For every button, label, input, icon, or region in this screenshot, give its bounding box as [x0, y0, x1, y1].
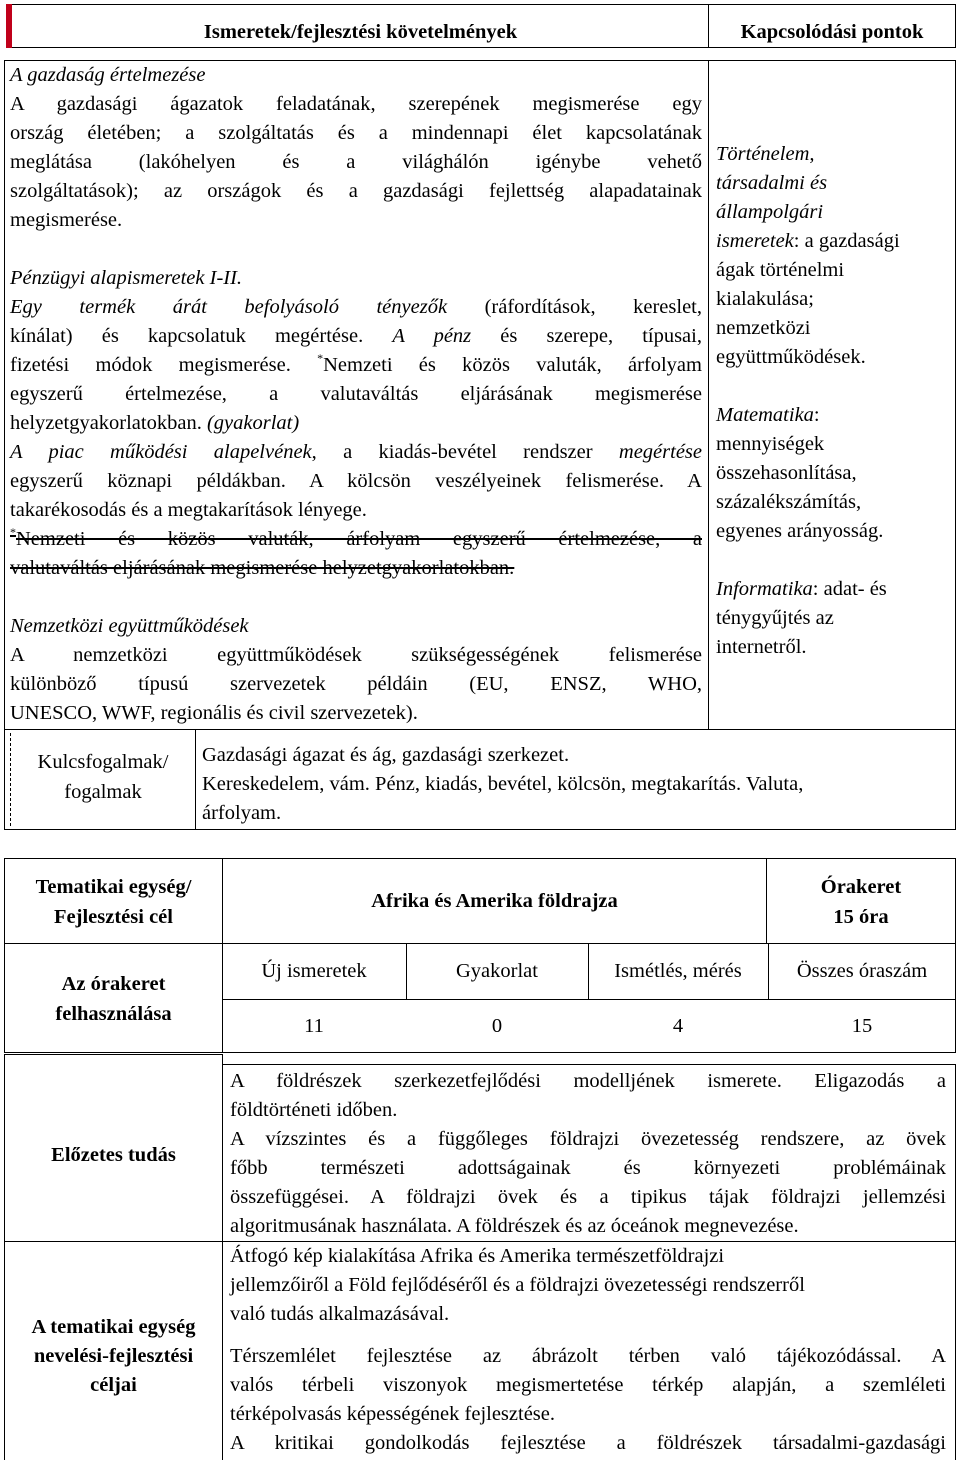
key-concepts-label: Kulcsfogalmak/ fogalmak	[37, 751, 169, 803]
connection-line: egyenes arányosság.	[716, 520, 884, 542]
prior-label: Előzetes tudás	[51, 1144, 176, 1166]
connection-line: összehasonlítása,	[716, 462, 857, 484]
prior-line: A vízszintes és a függőleges földrajzi övezetesség rendszere, az övek	[230, 1128, 946, 1150]
text-line: egyszerű értelmezése, a valutaváltás eljárásának megismerése	[10, 383, 702, 405]
text-line: szolgáltatások); az országok és a gazdasági fejlettség alapadatainak	[10, 180, 702, 202]
text-line: meglátása (lakóhelyen és a világhálón igénybe vehető	[10, 151, 702, 173]
text-line: UNESCO, WWF, regionális és civil szervezetek).	[10, 702, 418, 724]
text-line: Egy termék árát befolyásoló tényezők (ráfordítások, kereslet,	[10, 296, 702, 318]
connection-line: ismeretek: a gazdasági	[716, 230, 900, 252]
connection-line: százalékszámítás,	[716, 491, 862, 513]
prior-line: algoritmusának használata. A földrészek és az óceánok megnevezése.	[230, 1215, 799, 1237]
unit-title: Afrika és Amerika földrajza	[371, 890, 618, 912]
text-line: kínálat) és kapcsolatuk megértése. A pénz és szerepe, típusai,	[10, 325, 702, 347]
goals-line: való tudás alkalmazásával.	[230, 1303, 450, 1325]
usage-label: Az órakeret felhasználása	[55, 973, 172, 1025]
text-line: ország életében; a szolgáltatás és a mindennapi élet kapcsolatának	[10, 122, 702, 144]
connection-line: Történelem,	[716, 143, 815, 165]
text-line: különböző típusú szervezetek példáin (EU, ENSZ, WHO,	[10, 673, 702, 695]
col-header-total: Összes óraszám	[796, 960, 928, 982]
header-left-title: Ismeretek/fejlesztési követelmények	[203, 21, 518, 43]
goals-line: Térszemlélet fejlesztése az ábrázolt térben való tájékozódással. A	[230, 1345, 946, 1367]
goals-line: Átfogó kép kialakítása Afrika és Amerika természetföldrajzi	[230, 1245, 725, 1267]
col-value-total: 15	[851, 1015, 873, 1037]
text-line: megismerése.	[10, 209, 123, 231]
prior-line: földtörténeti időben.	[230, 1099, 398, 1121]
text-line: A nemzetközi együttműködések szükségességének felismerése	[10, 644, 702, 666]
text-line: fizetési módok megismerése. *Nemzeti és közös valuták, árfolyam	[10, 351, 702, 376]
prior-line: összefüggései. A földrajzi övek és a tipikus tájak földrajzi jellemzési	[230, 1186, 946, 1208]
col-header-review: Ismétlés, mérés	[614, 960, 742, 982]
connection-line: kialakulása;	[716, 288, 814, 310]
connection-line: Informatika: adat- és	[716, 578, 887, 600]
col-value-new: 11	[304, 1015, 324, 1037]
struck-text-line: *Nemzeti és közös valuták, árfolyam egyszerű értelmezése, a	[10, 525, 702, 550]
col-header-practice: Gyakorlat	[456, 960, 538, 982]
connection-line: Matematika:	[716, 404, 820, 426]
unit-label: Tematikai egység/ Fejlesztési cél	[35, 876, 192, 928]
connection-line: ágak történelmi	[716, 259, 845, 281]
section-title-international: Nemzetközi együttműködések	[10, 615, 249, 637]
goals-line: jellemzőiről a Föld fejlődéséről és a földrajzi övezetességi rendszerről	[230, 1274, 805, 1296]
text-line: helyzetgyakorlatokban. (gyakorlat)	[10, 412, 300, 434]
section-title-finance: Pénzügyi alapismeretek I-II.	[10, 267, 243, 289]
goals-line: A kritikai gondolkodás fejlesztése a földrészek társadalmi-gazdasági	[230, 1432, 946, 1454]
connection-line: nemzetközi	[716, 317, 811, 339]
struck-text-line: valutaváltás eljárásának megismerése helyzetgyakorlatokban.	[10, 557, 515, 579]
col-header-new: Új ismeretek	[261, 960, 367, 982]
goals-line: térképolvasás képességének fejlesztése.	[230, 1403, 556, 1425]
text-line: egyszerű köznapi példákban. A kölcsön veszélyeinek felismerése. A	[10, 470, 702, 492]
connection-line: mennyiségek	[716, 433, 825, 455]
section-title-economy: A gazdaság értelmezése	[10, 64, 206, 86]
connection-line: társadalmi és	[716, 172, 828, 194]
text-line: A gazdasági ágazatok feladatának, szerepének megismerése egy	[10, 93, 702, 115]
text-line: takarékosodás és a megtakarítások lényege.	[10, 499, 367, 521]
connection-line: együttműködések.	[716, 346, 866, 368]
key-concepts-line: Kereskedelem, vám. Pénz, kiadás, bevétel, kölcsön, megtakarítás. Valuta,	[202, 773, 804, 795]
key-concepts-line: Gazdasági ágazat és ág, gazdasági szerkezet.	[202, 744, 570, 766]
connection-line: ténygyűjtés az	[716, 607, 834, 629]
prior-line: A földrészek szerkezetfejlődési modelljének ismerete. Eligazodás a	[230, 1070, 946, 1092]
col-value-practice: 0	[491, 1015, 503, 1037]
connection-line: internetről.	[716, 636, 807, 658]
col-value-review: 4	[672, 1015, 684, 1037]
connection-line: állampolgári	[716, 201, 824, 223]
hours-frame: Órakeret 15 óra	[820, 876, 902, 928]
header-right-title: Kapcsolódási pontok	[740, 21, 924, 43]
prior-line: főbb természeti adottságainak és környezeti problémáinak	[230, 1157, 946, 1179]
key-concepts-line: árfolyam.	[202, 802, 282, 824]
usage-divider	[222, 999, 956, 1000]
goals-label: A tematikai egység nevelési-fejlesztési céljai	[31, 1316, 196, 1396]
text-line: A piac működési alapelvének, a kiadás-bevétel rendszer megértése	[10, 441, 702, 463]
goals-line: valós térbeli viszonyok megismertetése térkép alapján, a szemléleti	[230, 1374, 946, 1396]
